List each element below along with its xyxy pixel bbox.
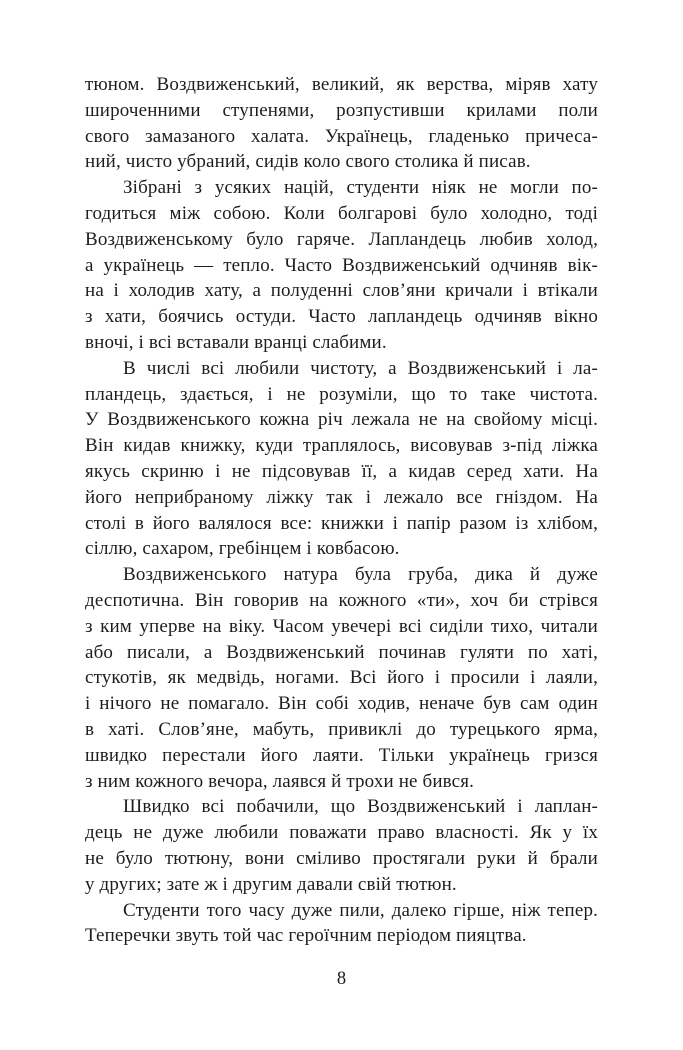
text-line: тюном. Воздвиженський, великий, як верства, міряв хату [85, 74, 598, 95]
text-line: широченними ступенями, розпустивши крилами поли [85, 99, 598, 121]
text-line: Воздвиженського натура була груба, дика й дуже [123, 564, 598, 586]
text-line: дець не дуже любили поважати право власності. Як у їх [85, 822, 598, 844]
text-line: з хати, боячись остуди. Часто лапландець одчиняв вікно [85, 306, 598, 328]
text-line: у других; зате ж і другим давали свій тютюн. [85, 873, 457, 895]
text-line: Він кидав книжку, куди траплялось, висовував з-під ліжка [85, 435, 598, 457]
text-line: столі в його валялося все: книжки і папір разом із хлібом, [85, 512, 598, 534]
text-line: з ним кожного вечора, лаявся й трохи не бився. [85, 770, 475, 792]
text-line: з ким уперве на віку. Часом увечері всі сиділи тихо, читали [85, 615, 598, 637]
page-number: 8 [336, 969, 347, 989]
text-line: або писали, а Воздвиженський починав гуляти по хаті, [85, 641, 598, 663]
text-line: вночі, і всі вставали вранці слабими. [85, 331, 387, 353]
text-line: Студенти того часу дуже пили, далеко гірше, ніж тепер. [123, 899, 598, 921]
page-text-block [85, 72, 598, 949]
text-line: на і холодив хату, а полуденні слов’яни кричали і втікали [85, 280, 598, 302]
text-line: Воздвиженському було гаряче. Лапландець любив холод, [85, 228, 598, 250]
text-line: його неприбраному ліжку так і лежало все гніздом. На [85, 486, 598, 508]
paragraph [85, 175, 598, 356]
text-line: якусь скриню і не підсовував її, а кидав серед хати. На [85, 460, 598, 482]
text-line: Зібрані з усяких націй, студенти ніяк не могли по- [123, 177, 598, 199]
text-line: а українець — тепло. Часто Воздвиженський одчиняв вік- [85, 254, 598, 276]
text-line: пландець, здається, і не розуміли, що то таке чистота. [85, 383, 598, 405]
text-line: деспотична. Він говорив на кожного «ти», хоч би стрівся [85, 589, 598, 611]
text-line: Швидко всі побачили, що Воздвиженський і лаплан- [123, 796, 598, 818]
text-line: не було тютюну, вони сміливо простягали руки й брали [85, 847, 598, 869]
text-line: в хаті. Слов’яне, мабуть, привиклі до турецького ярма, [85, 718, 598, 740]
paragraph [85, 72, 598, 175]
text-line: свого замазаного халата. Українець, гладенько причеса- [85, 125, 598, 147]
paragraph [85, 898, 598, 950]
paragraph [85, 356, 598, 562]
text-line: В числі всі любили чистоту, а Воздвиженський і ла- [123, 357, 598, 379]
text-line: ний, чисто убраний, сидів коло свого столика й писав. [85, 151, 531, 173]
text-line: сіллю, сахаром, гребінцем і ковбасою. [85, 538, 400, 560]
paragraph [85, 562, 598, 794]
text-line: швидко перестали його лаяти. Тільки українець гризся [85, 744, 598, 766]
text-line: стукотів, як медвідь, ногами. Всі його і просили і лаяли, [85, 667, 598, 689]
text-line: Теперечки звуть той час героїчним періодом пияцтва. [85, 925, 527, 947]
paragraph [85, 794, 598, 897]
text-line: і нічого не помагало. Він собі ходив, неначе був сам один [85, 693, 598, 715]
text-line: годиться між собою. Коли болгарові було холодно, тоді [85, 202, 598, 224]
text-line: У Воздвиженського кожна річ лежала не на свойому місці. [85, 409, 598, 431]
